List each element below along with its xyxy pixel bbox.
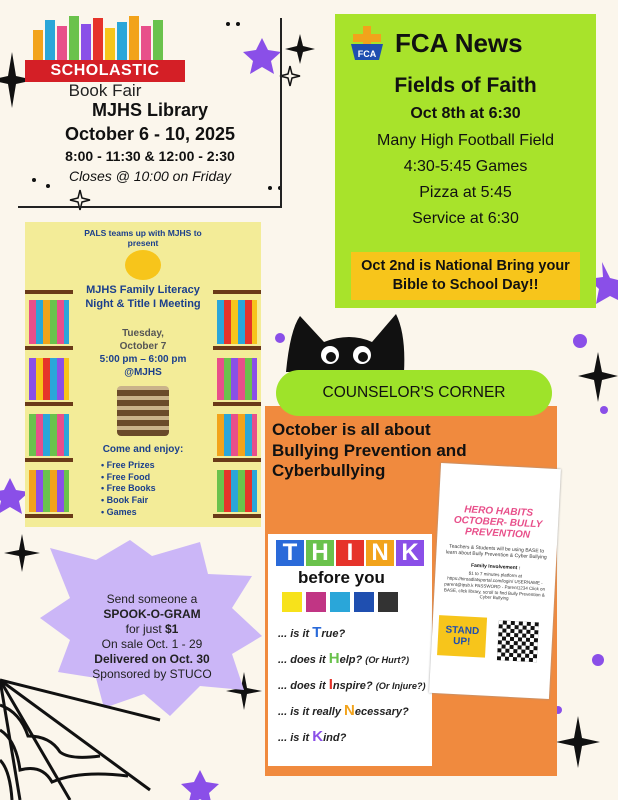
counselor-headline: October is all about Bullying Prevention and Cyberbullying [272,420,467,481]
poster-place: @MJHS [124,367,162,378]
fca-highlight: Oct 2nd is National Bring your Bible to School Day!! [351,252,580,300]
spider-web-icon [0,680,160,800]
poster-title: MJHS Family Literacy Night & Title I Meeting [85,284,201,310]
fca-news-panel [335,14,596,308]
spook-delivery: Delivered on Oct. 30 [94,652,210,666]
snapchat-icon [282,592,302,612]
poster-item: • Free Prizes [101,460,155,470]
fca-line: 4:30-5:45 Games [403,158,528,175]
bookshelf-left [25,254,73,524]
poster-intro: PALS teams up with MJHS to present [84,228,202,249]
poster-time: 5:00 pm – 6:00 pm [99,354,187,365]
fca-logo-text: FCA [357,49,377,59]
star-icon [181,770,219,800]
fca-event-title: Fields of Faith [394,74,537,97]
poster-item: • Games [101,506,137,517]
literacy-night-poster [25,222,261,527]
sparkle-icon [4,534,40,572]
fca-logo-icon [349,26,385,66]
think-letter: K [396,540,424,566]
poster-date-day: Tuesday, [122,328,164,339]
hero-family-text: $1 to 7 minutes platform at https://hiroadlatsportal.com/login/ USERNAME - parent@ipsb.k PASSWORD - Parent1234 Click on BASE, click library, scroll to find Bully Prevention & Cyber Bullying [443,570,546,602]
think-question: ... is it Kind? [278,728,347,745]
book-fair-dates: October 6 - 10, 2025 [64,124,236,144]
spook-name: SPOOK-O-GRAM [103,607,201,621]
twitter-icon [330,592,350,612]
flower-icon [125,250,161,280]
sparkle-icon [578,352,618,402]
sparkle-icon [285,34,315,64]
think-question: ... is it True? [278,624,346,641]
poster-item: • Free Books [101,483,156,494]
book-fair-closing-note: Closes @ 10:00 on Friday [68,168,232,184]
hero-habits-poster [429,463,561,699]
poster-items-list [101,460,211,518]
bookshelf-right [213,254,261,524]
instagram-icon [306,592,326,612]
poster-date: October 7 [119,341,167,352]
spook-price-line: for just $1 [125,622,179,636]
think-question: ... is it really Necessary? [278,702,409,719]
fca-line: Pizza at 5:45 [419,184,512,201]
cat-icon [286,314,404,372]
spook-o-gram [72,592,232,682]
book-stack-icon [117,386,169,436]
poster-enjoy-heading: Come and enjoy: [102,444,184,455]
book-fair-hours: 8:00 - 11:30 & 12:00 - 2:30 [65,148,235,164]
social-icons [282,592,398,612]
facebook-icon [354,592,374,612]
hero-title: HERO HABITS OCTOBER- BULLY PREVENTION [453,504,543,541]
think-letter: H [306,540,334,566]
spook-sponsor: Sponsored by STUCO [92,667,212,681]
book-fair-subtitle: Book Fair [68,81,142,100]
think-letter: T [276,540,304,566]
poster-item: • Free Food [101,471,151,482]
counselor-header: COUNSELOR'S CORNER [276,370,552,416]
think-question: ... does it Help? (Or Hurt?) [278,650,410,667]
book-fair-location: MJHS Library [91,100,209,120]
text-message-icon [378,592,398,612]
poster-item: • Book Fair [101,495,149,506]
think-before-you-poster [268,534,432,766]
spook-sale: On sale Oct. 1 - 29 [101,637,203,651]
fca-event-date: Oct 8th at 6:30 [410,105,521,122]
think-question: ... does it Inspire? (Or Injure?) [278,676,426,693]
think-letter: N [366,540,394,566]
hero-body: Teachers & Students will be using BASE to learn about Bully Prevention & Cyber Bullying [445,543,547,561]
sparkle-icon [556,716,600,768]
books-icon [33,14,177,60]
fca-title: FCA News [395,28,523,58]
stand-up-badge: STAND UP! [437,615,487,657]
fca-line: Service at 6:30 [412,210,519,227]
hero-family-heading: Family Involvement : [470,562,521,572]
scholastic-banner: SCHOLASTIC [25,60,185,82]
sparkle-icon [280,66,300,86]
scholastic-logo [25,14,185,98]
spook-line1: Send someone a [106,592,198,606]
qr-code-icon [497,620,539,662]
think-subtitle: before you [298,568,385,587]
think-letter: I [336,540,364,566]
fca-line: Many High Football Field [377,132,554,149]
